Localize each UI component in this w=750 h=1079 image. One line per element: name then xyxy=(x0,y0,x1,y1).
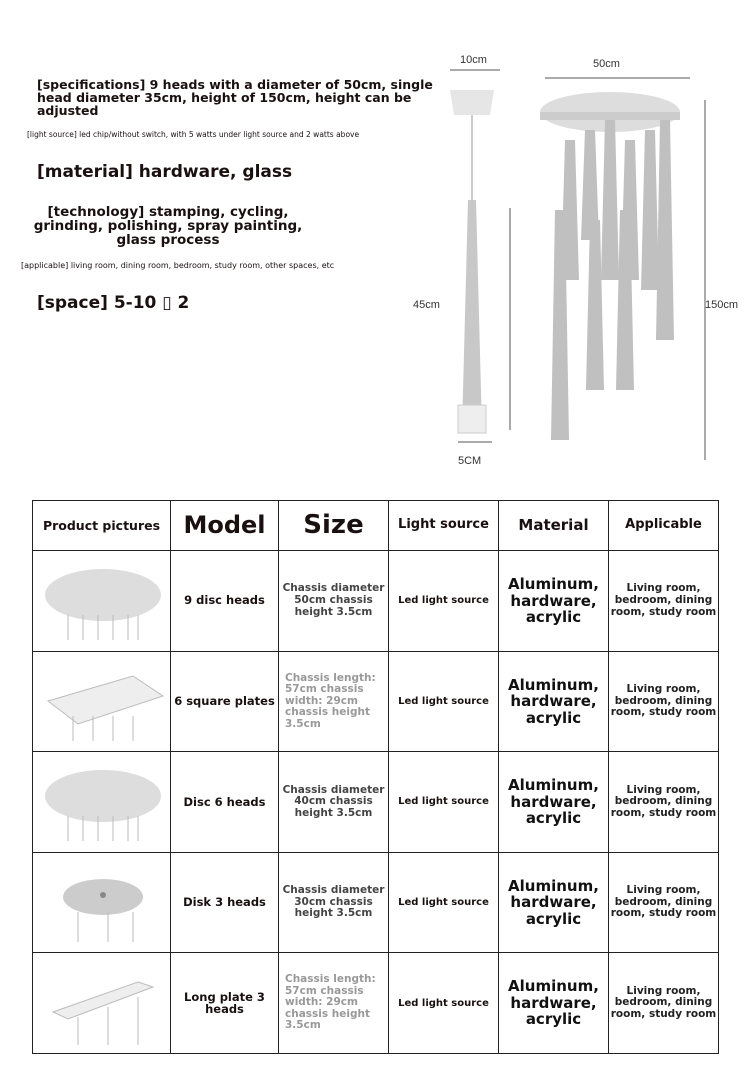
spec-applicable: [applicable] living room, dining room, bedroom, study room, other spaces, etc xyxy=(21,261,335,270)
material-cell: Aluminum, hardware, acrylic xyxy=(499,651,609,752)
header-model: Model xyxy=(171,501,279,551)
product-picture xyxy=(33,651,171,752)
lamp-diagram xyxy=(420,60,750,480)
table-row xyxy=(33,551,719,652)
light-cell: Led light source xyxy=(389,651,499,752)
light-cell: Led light source xyxy=(389,953,499,1054)
table-row xyxy=(33,852,719,953)
product-picture xyxy=(33,551,171,652)
material-cell: Aluminum, hardware, acrylic xyxy=(499,953,609,1054)
material-cell: Aluminum, hardware, acrylic xyxy=(499,852,609,953)
model-cell: Disk 3 heads xyxy=(171,852,279,953)
light-cell: Led light source xyxy=(389,752,499,853)
product-picture xyxy=(33,752,171,853)
dim-top-multi: 50cm xyxy=(593,58,620,70)
applicable-cell: Living room, bedroom, dining room, study room xyxy=(609,651,719,752)
material-cell: Aluminum, hardware, acrylic xyxy=(499,752,609,853)
size-cell: Chassis length: 57cm chassis width: 29cm chassis height 3.5cm xyxy=(279,651,389,752)
dim-left-height: 45cm xyxy=(413,299,440,311)
spec-specifications: [specifications] 9 heads with a diameter of 50cm, single head diameter 35cm, height of 150cm, height can be adjusted xyxy=(37,77,433,119)
product-picture xyxy=(33,852,171,953)
dim-bottom: 5CM xyxy=(458,455,482,467)
lamp-thumbnail-icon xyxy=(38,656,166,744)
applicable-cell: Living room, bedroom, dining room, study room xyxy=(609,852,719,953)
header-pictures: Product pictures xyxy=(33,501,171,551)
dim-right-height: 150cm xyxy=(705,299,739,311)
model-cell: Long plate 3 heads xyxy=(171,953,279,1054)
lamp-thumbnail-icon xyxy=(38,756,166,844)
product-picture xyxy=(33,953,171,1054)
header-applicable: Applicable xyxy=(609,501,719,551)
table-row xyxy=(33,953,719,1054)
applicable-cell: Living room, bedroom, dining room, study room xyxy=(609,953,719,1054)
dim-top-single: 10cm xyxy=(460,54,487,66)
spec-light-source: [light source] led chip/without switch, with 5 watts under light source and 2 watts above xyxy=(27,130,360,139)
model-cell: Disc 6 heads xyxy=(171,752,279,853)
model-cell: 9 disc heads xyxy=(171,551,279,652)
applicable-cell: Living room, bedroom, dining room, study room xyxy=(609,551,719,652)
spec-technology: [technology] stamping, cycling, grinding, polishing, spray painting, glass process xyxy=(33,204,303,249)
header-size: Size xyxy=(279,501,389,551)
spec-material: [material] hardware, glass xyxy=(37,162,293,182)
header-light: Light source xyxy=(389,501,499,551)
lamp-thumbnail-icon xyxy=(38,555,166,643)
model-cell: 6 square plates xyxy=(171,651,279,752)
light-cell: Led light source xyxy=(389,852,499,953)
applicable-cell: Living room, bedroom, dining room, study room xyxy=(609,752,719,853)
table-row xyxy=(33,752,719,853)
light-cell: Led light source xyxy=(389,551,499,652)
size-cell: Chassis length: 57cm chassis width: 29cm chassis height 3.5cm xyxy=(279,953,389,1054)
spec-space: [space] 5-10 ▯ 2 xyxy=(37,293,190,313)
material-cell: Aluminum, hardware, acrylic xyxy=(499,551,609,652)
lamp-thumbnail-icon xyxy=(38,957,166,1045)
header-material: Material xyxy=(499,501,609,551)
product-table xyxy=(32,500,719,1054)
size-cell: Chassis diameter 40cm chassis height 3.5cm xyxy=(279,752,389,853)
size-cell: Chassis diameter 50cm chassis height 3.5cm xyxy=(279,551,389,652)
table-row xyxy=(33,651,719,752)
size-cell: Chassis diameter 30cm chassis height 3.5cm xyxy=(279,852,389,953)
lamp-thumbnail-icon xyxy=(38,857,166,945)
